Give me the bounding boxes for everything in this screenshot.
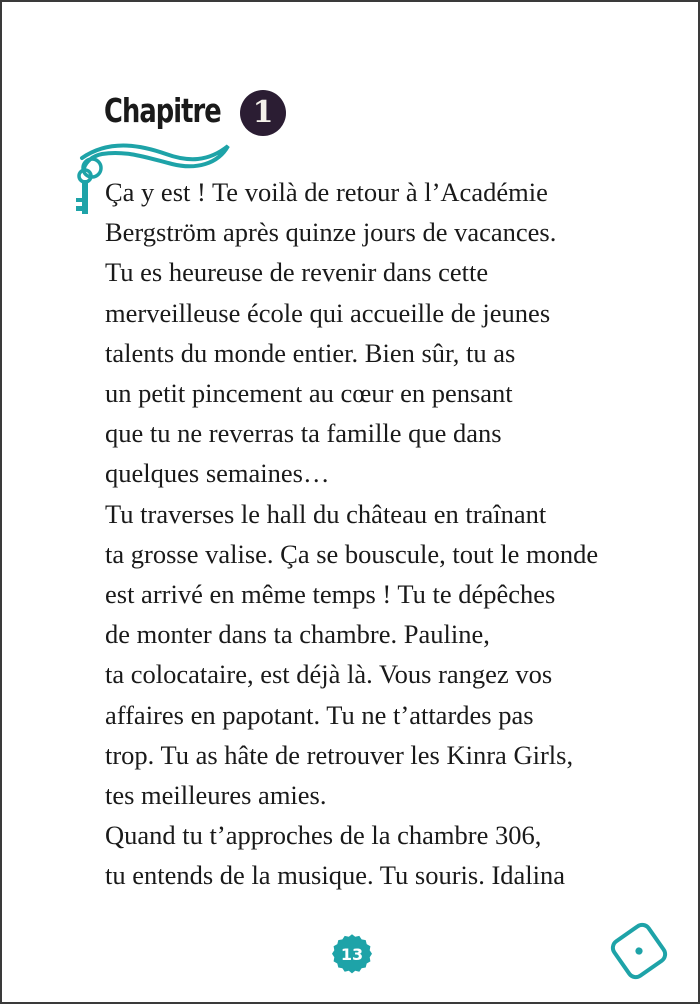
text-line: ta colocataire, est déjà là. Vous rangez vos [105, 659, 553, 690]
chapter-number-badge: 1 [240, 90, 286, 136]
text-line: talents du monde entier. Bien sûr, tu as [105, 337, 516, 368]
dice-one-icon[interactable] [604, 916, 674, 986]
text-line: de monter dans ta chambre. Pauline, [105, 619, 490, 650]
page-number-badge [329, 931, 375, 977]
text-line: que tu ne reverras ta famille que dans [105, 418, 502, 449]
text-line: Tu traverses le hall du château en traînant [105, 498, 547, 529]
story-text [105, 172, 645, 896]
text-line: ta grosse valise. Ça se bouscule, tout le monde [105, 538, 599, 569]
text-line: quelques semaines… [105, 458, 330, 489]
page-number: 13 [340, 944, 364, 964]
text-line: Tu es heureuse de revenir dans cette [105, 257, 489, 288]
text-line: Ça y est ! Te voilà de retour à l’Académie [105, 177, 548, 207]
text-line: tes meilleures amies. [105, 780, 327, 811]
text-line: tu entends de la musique. Tu souris. Idalina [105, 860, 566, 891]
text-line: Bergström après quinze jours de vacances. [105, 217, 557, 248]
text-line: Quand tu t’approches de la chambre 306, [105, 820, 542, 851]
text-line: merveilleuse école qui accueille de jeunes [105, 297, 551, 328]
text-line: affaires en papotant. Tu ne t’attardes pas [105, 699, 534, 730]
chapter-heading [104, 91, 274, 130]
text-line: trop. Tu as hâte de retrouver les Kinra Girls, [105, 739, 574, 770]
text-line: est arrivé en même temps ! Tu te dépêches [105, 579, 556, 610]
chapter-title: Chapitre [104, 91, 221, 130]
text-line: un petit pincement au cœur en pensant [105, 378, 513, 409]
